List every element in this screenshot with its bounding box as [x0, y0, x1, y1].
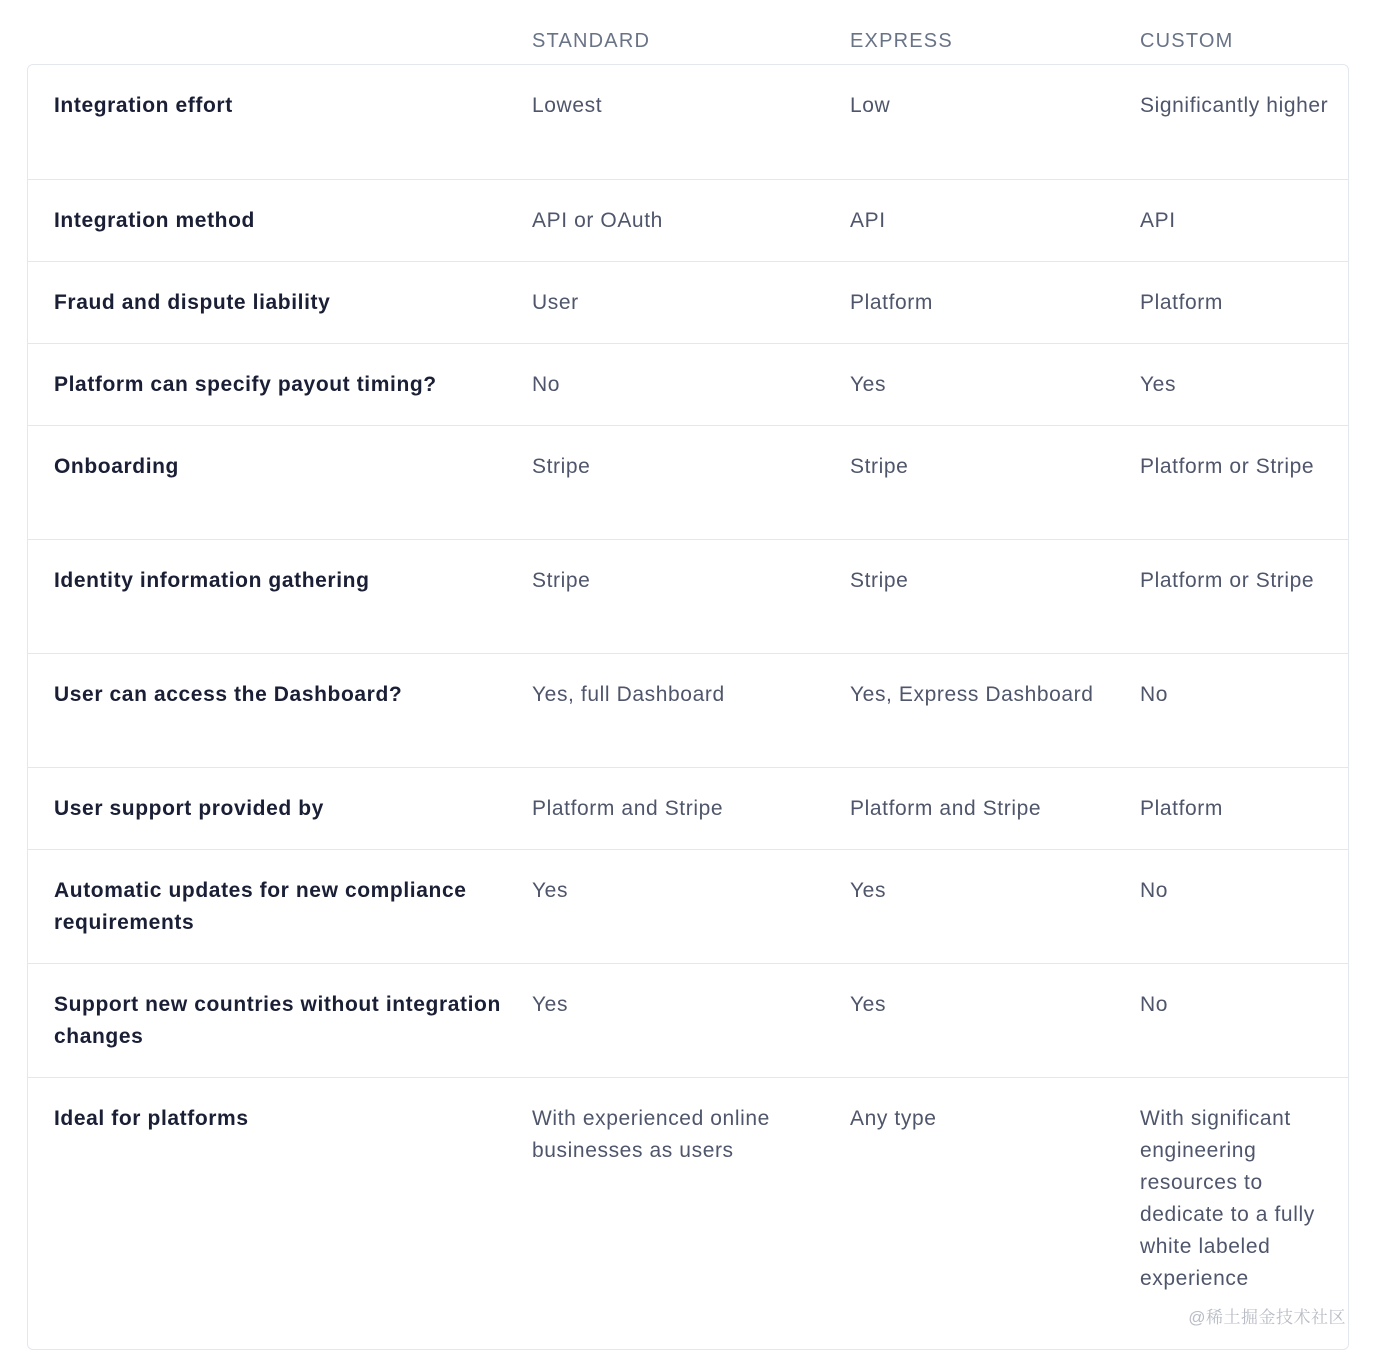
- table-row-ideal-platforms: [28, 1078, 1348, 1350]
- express-value: Yes: [850, 373, 887, 396]
- feature-label: Support new countries without integration changes: [54, 993, 501, 1048]
- watermark-text: @稀土掘金技术社区: [1188, 1308, 1346, 1327]
- feature-label: Integration effort: [54, 94, 233, 117]
- table-row-integration-effort: [28, 65, 1348, 180]
- feature-label: Fraud and dispute liability: [54, 291, 331, 314]
- table-row-new-countries: [28, 964, 1348, 1078]
- standard-value: Stripe: [532, 455, 591, 478]
- express-value: Stripe: [850, 455, 909, 478]
- express-value: Low: [850, 94, 891, 117]
- custom-value: API: [1140, 209, 1176, 232]
- feature-label: User can access the Dashboard?: [54, 683, 403, 706]
- table-row-onboarding: [28, 426, 1348, 540]
- standard-value: With experienced online businesses as users: [532, 1107, 770, 1162]
- table-row-payout-timing: [28, 344, 1348, 426]
- table-row-integration-method: [28, 180, 1348, 262]
- custom-value: With significant engineering resources to dedicate to a fully white labeled experience: [1140, 1107, 1315, 1290]
- standard-value: Yes: [532, 993, 569, 1016]
- table-row-dashboard-access: [28, 654, 1348, 768]
- custom-value: Platform: [1140, 797, 1223, 820]
- feature-label: Identity information gathering: [54, 569, 370, 592]
- comparison-table: [27, 64, 1349, 1350]
- express-value: Any type: [850, 1107, 937, 1130]
- standard-value: No: [532, 373, 561, 396]
- express-value: Platform: [850, 291, 933, 314]
- standard-value: Yes, full Dashboard: [532, 683, 725, 706]
- column-header-standard: STANDARD: [532, 30, 651, 52]
- standard-value: Stripe: [532, 569, 591, 592]
- feature-label: Integration method: [54, 209, 255, 232]
- table-row-user-support: [28, 768, 1348, 850]
- express-value: Yes: [850, 879, 887, 902]
- express-value: Platform and Stripe: [850, 797, 1042, 820]
- standard-value: Lowest: [532, 94, 603, 117]
- express-value: Yes, Express Dashboard: [850, 683, 1094, 706]
- standard-value: User: [532, 291, 579, 314]
- custom-value: Platform: [1140, 291, 1223, 314]
- express-value: Stripe: [850, 569, 909, 592]
- standard-value: API or OAuth: [532, 209, 663, 232]
- standard-value: Yes: [532, 879, 569, 902]
- standard-value: Platform and Stripe: [532, 797, 724, 820]
- custom-value: Yes: [1140, 373, 1177, 396]
- table-row-fraud-liability: [28, 262, 1348, 344]
- custom-value: No: [1140, 879, 1169, 902]
- express-value: API: [850, 209, 886, 232]
- custom-value: No: [1140, 993, 1169, 1016]
- custom-value: Platform or Stripe: [1140, 455, 1315, 478]
- feature-label: Onboarding: [54, 455, 179, 478]
- feature-label: Ideal for platforms: [54, 1107, 249, 1130]
- column-header-custom: CUSTOM: [1140, 30, 1234, 52]
- table-row-compliance-updates: [28, 850, 1348, 964]
- custom-value: Platform or Stripe: [1140, 569, 1315, 592]
- column-header-express: EXPRESS: [850, 30, 953, 52]
- feature-label: Platform can specify payout timing?: [54, 373, 437, 396]
- table-row-identity-gathering: [28, 540, 1348, 654]
- table-header: [27, 0, 1351, 64]
- feature-label: Automatic updates for new compliance requirements: [54, 879, 467, 934]
- custom-value: No: [1140, 683, 1169, 706]
- express-value: Yes: [850, 993, 887, 1016]
- feature-label: User support provided by: [54, 797, 324, 820]
- custom-value: Significantly higher: [1140, 94, 1329, 117]
